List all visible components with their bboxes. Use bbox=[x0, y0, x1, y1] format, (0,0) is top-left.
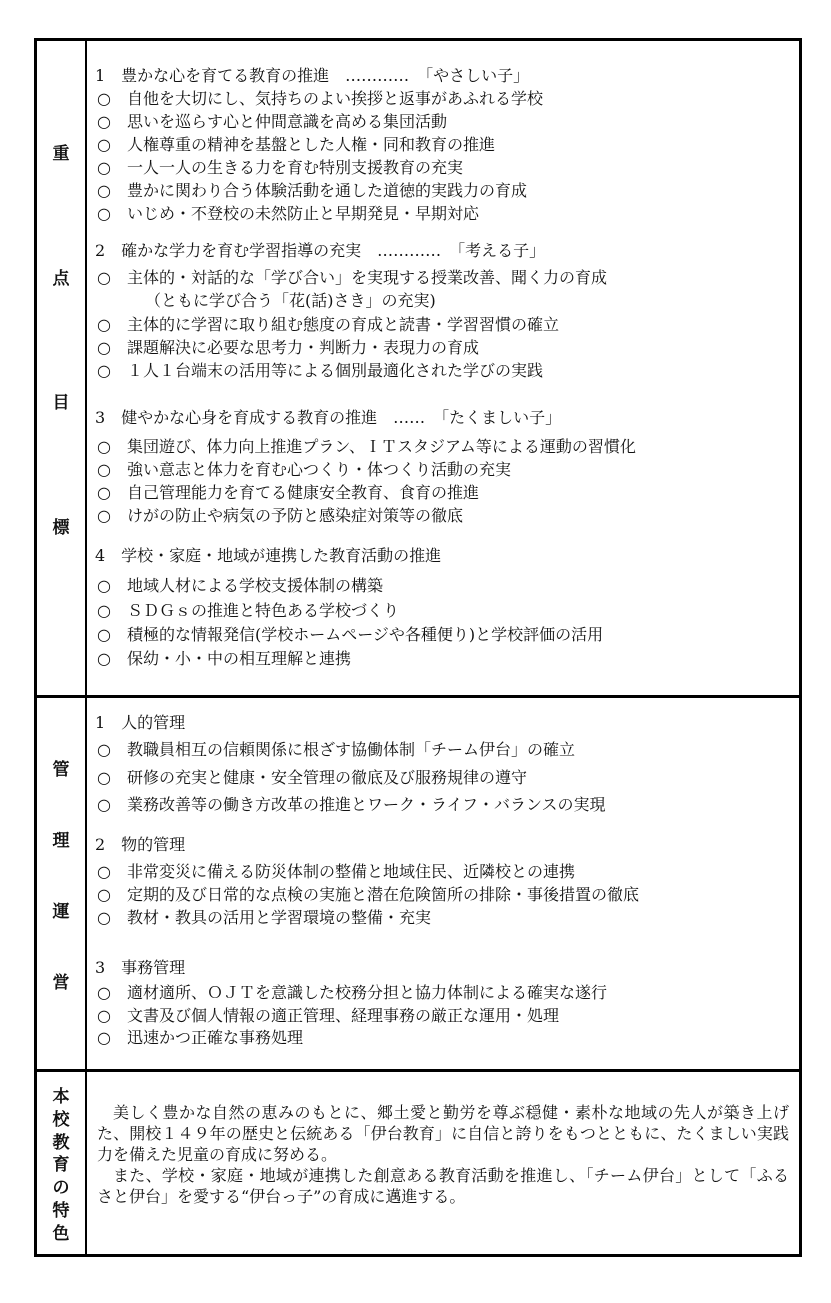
list-item: ○ 豊かに関わり合う体験活動を通した道徳的実践力の育成 bbox=[97, 181, 527, 200]
list-item: ○ いじめ・不登校の未然防止と早期発見・早期対応 bbox=[97, 204, 479, 223]
list-item: ○ 人権尊重の精神を基盤とした人権・同和教育の推進 bbox=[97, 135, 495, 154]
section-content-characteristics bbox=[87, 1072, 799, 1254]
list-item: ○ 教職員相互の信頼関係に根ざす協働体制「チーム伊台」の確立 bbox=[97, 740, 575, 759]
list-item: ○ 自他を大切にし、気持ちのよい挨拶と返事があふれる学校 bbox=[97, 89, 543, 108]
list-item: ○ 主体的に学習に取り組む態度の育成と読書・学習習慣の確立 bbox=[97, 315, 559, 334]
section-label-management bbox=[37, 698, 87, 1069]
label-char: 目 bbox=[52, 393, 70, 413]
label-char: 重 bbox=[52, 144, 70, 164]
label-char: 育 bbox=[52, 1155, 70, 1176]
label-char: の bbox=[52, 1178, 70, 1199]
list-item: ○ ＳＤＧｓの推進と特色ある学校づくり bbox=[97, 601, 399, 620]
label-char: 本 bbox=[52, 1087, 70, 1107]
label-char: 運 bbox=[52, 902, 70, 922]
list-item: ○ 思いを巡らす心と仲間意識を高める集団活動 bbox=[97, 112, 447, 131]
list-item: ○ 非常変災に備える防災体制の整備と地域住民、近隣校との連携 bbox=[97, 862, 575, 881]
group-heading: 3 健やかな心身を育成する教育の推進 …… 「たくましい子」 bbox=[95, 408, 562, 427]
list-item-continuation: （ともに学び合う「花(話)さき」の充実) bbox=[145, 291, 436, 310]
school-policy-table bbox=[34, 38, 802, 1257]
list-item: ○ 主体的・対話的な「学び合い」を実現する授業改善、聞く力の育成 bbox=[97, 268, 607, 287]
group-heading: 4 学校・家庭・地域が連携した教育活動の推進 bbox=[95, 546, 442, 565]
list-item: ○ 文書及び個人情報の適正管理、経理事務の厳正な運用・処理 bbox=[97, 1006, 559, 1025]
group-heading: 1 人的管理 bbox=[95, 713, 186, 732]
list-item: ○ 積極的な情報発信(学校ホームページや各種便り)と学校評価の活用 bbox=[97, 625, 604, 644]
section-content-management bbox=[87, 698, 799, 1069]
list-item: ○ 教材・教具の活用と学習環境の整備・充実 bbox=[97, 908, 431, 927]
list-item: ○ 集団遊び、体力向上推進プラン、ＩＴスタジアム等による運動の習慣化 bbox=[97, 437, 636, 456]
label-char: 管 bbox=[52, 760, 70, 780]
list-item: ○ 一人一人の生きる力を育む特別支援教育の充実 bbox=[97, 158, 463, 177]
section-label-priority-goals bbox=[37, 41, 87, 695]
group-heading: 2 物的管理 bbox=[95, 835, 186, 854]
list-item: ○ 自己管理能力を育てる健康安全教育、食育の推進 bbox=[97, 483, 479, 502]
label-char: 標 bbox=[52, 518, 70, 538]
list-item: ○ 地域人材による学校支援体制の構築 bbox=[97, 576, 383, 595]
characteristics-text bbox=[97, 1102, 789, 1207]
list-item: ○ 強い意志と体力を育む心つくり・体つくり活動の充実 bbox=[97, 460, 511, 479]
list-item: ○ 業務改善等の働き方改革の推進とワーク・ライフ・バランスの実現 bbox=[97, 795, 606, 814]
list-item: ○ １人１台端末の活用等による個別最適化された学びの実践 bbox=[97, 361, 543, 380]
paragraph: また、学校・家庭・地域が連携した創意ある教育活動を推進し、「チーム伊台」として「ふるさと伊台」を愛する“伊台っ子”の育成に邁進する。 bbox=[97, 1166, 789, 1206]
section-priority-goals bbox=[37, 41, 799, 698]
list-item: ○ 課題解決に必要な思考力・判断力・表現力の育成 bbox=[97, 338, 479, 357]
group-heading: 3 事務管理 bbox=[95, 958, 186, 977]
label-char: 理 bbox=[52, 831, 70, 851]
section-school-characteristics bbox=[37, 1072, 799, 1254]
section-management bbox=[37, 698, 799, 1072]
label-char: 点 bbox=[52, 269, 70, 289]
list-item: ○ 定期的及び日常的な点検の実施と潜在危険箇所の排除・事後措置の徹底 bbox=[97, 885, 639, 904]
group-heading: 1 豊かな心を育てる教育の推進 ………… 「やさしい子」 bbox=[95, 66, 530, 85]
label-char: 営 bbox=[52, 973, 70, 993]
list-item: ○ 迅速かつ正確な事務処理 bbox=[97, 1028, 303, 1047]
list-item: ○ 保幼・小・中の相互理解と連携 bbox=[97, 649, 351, 668]
vertical-label bbox=[37, 1086, 85, 1246]
section-label-characteristics bbox=[37, 1072, 87, 1254]
list-item: ○ 研修の充実と健康・安全管理の徹底及び服務規律の遵守 bbox=[97, 768, 527, 787]
label-char: 色 bbox=[52, 1223, 70, 1244]
label-char: 教 bbox=[52, 1132, 70, 1153]
list-item: ○ 適材適所、ＯＪＴを意識した校務分担と協力体制による確実な遂行 bbox=[97, 983, 607, 1002]
group-heading: 2 確かな学力を育む学習指導の充実 ………… 「考える子」 bbox=[95, 241, 546, 260]
label-char: 校 bbox=[52, 1109, 70, 1130]
section-content-priority-goals bbox=[87, 41, 799, 695]
label-char: 特 bbox=[52, 1200, 70, 1221]
list-item: ○ けがの防止や病気の予防と感染症対策等の徹底 bbox=[97, 506, 463, 525]
paragraph: 美しく豊かな自然の恵みのもとに、郷土愛と勤労を尊ぶ穏健・素朴な地域の先人が築き上げた、開校１４９年の歴史と伝統ある「伊台教育」に自信と誇りをもつとともに、たくましい実践力を備えた児童の育成に努める。 bbox=[97, 1103, 789, 1164]
